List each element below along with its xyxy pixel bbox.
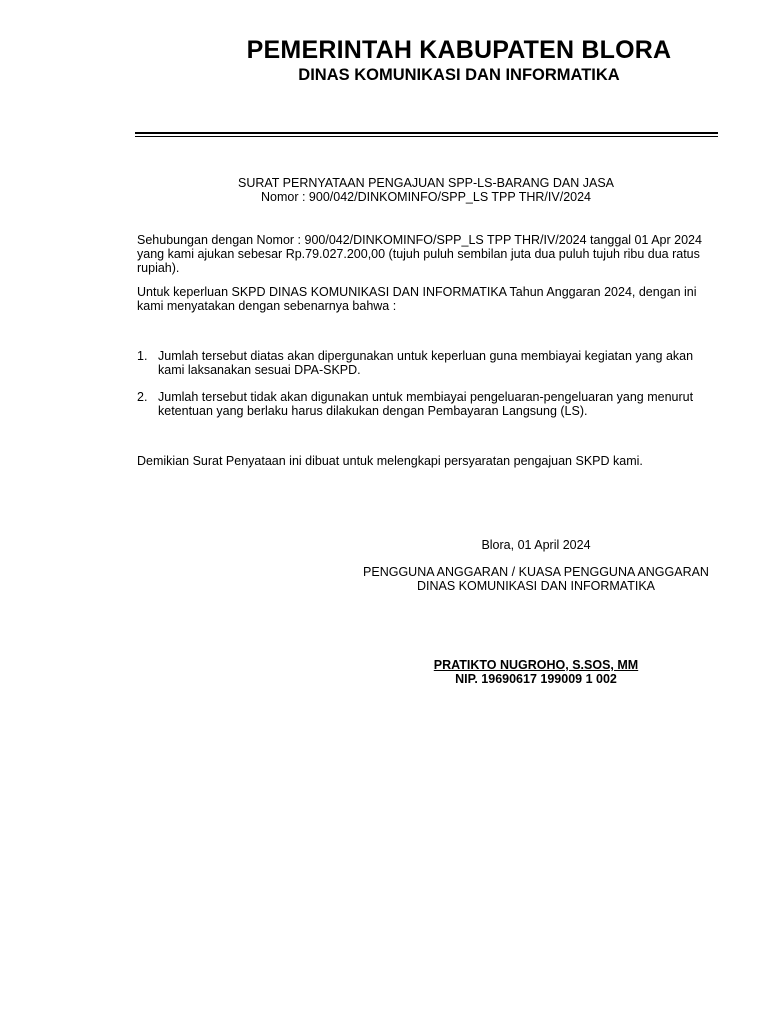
signer-role-line-2: DINAS KOMUNIKASI DAN INFORMATIKA <box>417 579 655 593</box>
paragraph-closing: Demikian Surat Penyataan ini dibuat untuk melengkapi persyaratan pengajuan SKPD kami. <box>137 454 643 468</box>
document-number: Nomor : 900/042/DINKOMINFO/SPP_LS TPP THR/IV/2024 <box>261 190 591 204</box>
list-item-text: Jumlah tersebut diatas akan dipergunakan untuk keperluan guna membiayai kegiatan yang akan kami laksanakan sesuai DPA-SKPD. <box>158 349 694 377</box>
signer-role <box>0 565 768 593</box>
header-title: PEMERINTAH KABUPATEN BLORA <box>246 36 672 64</box>
list-item-text: Jumlah tersebut tidak akan digunakan untuk membiayai pengeluaran-pengeluaran yang menurut ketentuan yang berlaku harus dilakukan dengan Pembayaran Langsung (LS). <box>158 390 694 418</box>
document-title-line-1: SURAT PERNYATAAN PENGAJUAN SPP-LS-BARANG DAN JASA <box>237 176 614 190</box>
header-divider <box>135 132 718 137</box>
document-title <box>0 176 768 204</box>
list-item <box>137 390 717 418</box>
header-subtitle: DINAS KOMUNIKASI DAN INFORMATIKA <box>298 66 620 84</box>
paragraph-reference: Sehubungan dengan Nomor : 900/042/DINKOMINFO/SPP_LS TPP THR/IV/2024 tanggal 01 Apr 2024 yang kami ajukan sebesar Rp.79.027.200,00 (tujuh puluh sembilan juta dua puluh tujuh ribu dua ratus rupiah). <box>137 233 702 275</box>
paragraph-purpose: Untuk keperluan SKPD DINAS KOMUNIKASI DAN INFORMATIKA Tahun Anggaran 2024, dengan ini kami menyatakan dengan sebenarnya bahwa : <box>137 285 697 313</box>
list-item <box>137 349 717 377</box>
signer-role-line-1: PENGGUNA ANGGARAN / KUASA PENGGUNA ANGGARAN <box>363 565 709 579</box>
list-item-number: 2. <box>137 390 148 404</box>
place-date: Blora, 01 April 2024 <box>481 538 591 552</box>
signer-name <box>0 658 768 672</box>
signer-name-text: PRATIKTO NUGROHO, S.SOS, MM <box>433 658 639 672</box>
signer-nip: NIP. 19690617 199009 1 002 <box>455 672 617 686</box>
list-item-number: 1. <box>137 349 148 363</box>
